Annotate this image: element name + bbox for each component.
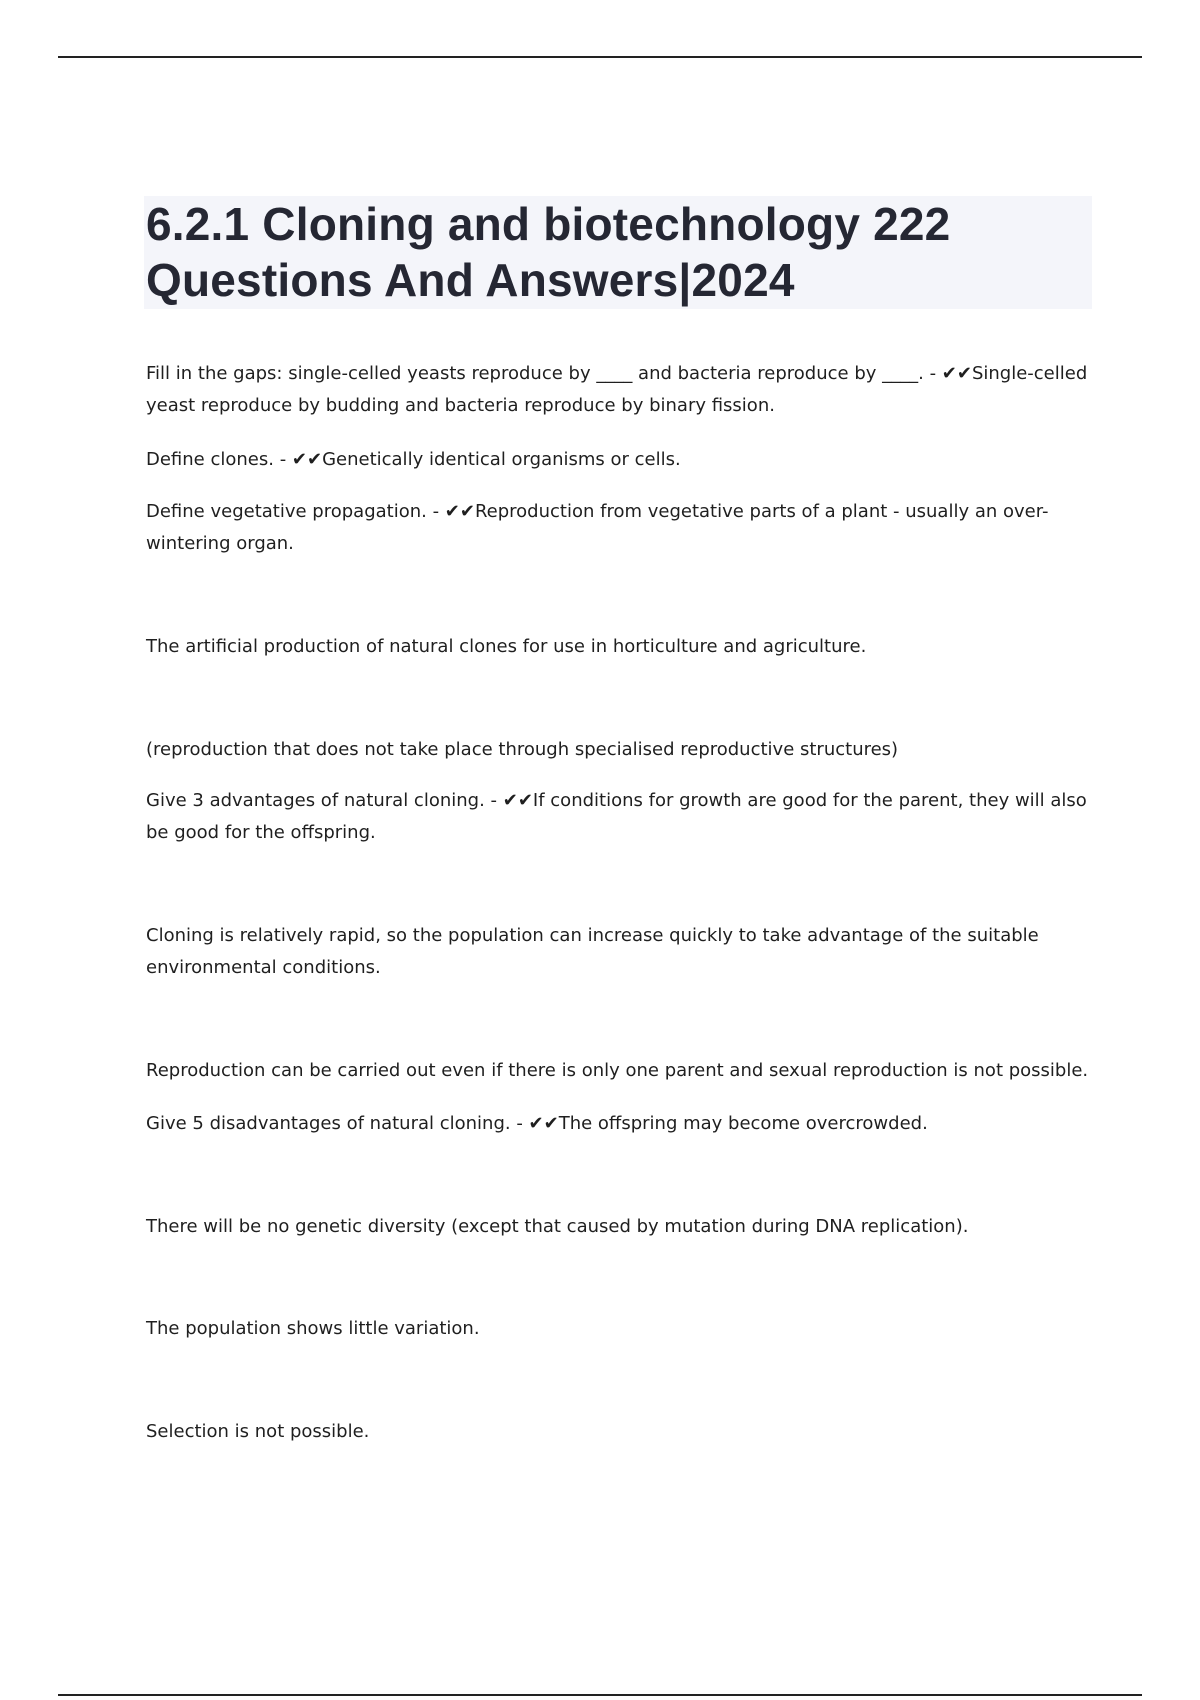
title-line-1: 6.2.1 Cloning and biotechnology 222 xyxy=(146,198,951,250)
answer-paragraph-little-variation: The population shows little variation. xyxy=(146,1318,480,1339)
answer-paragraph-genetic-diversity: There will be no genetic diversity (except that caused by mutation during DNA replication). xyxy=(146,1216,969,1237)
qa-paragraph-fill-gaps: Fill in the gaps: single-celled yeasts reproduce by ____ and bacteria reproduce by ____. - ✔✔Single-celled yeast reproduce by budding and bacteria reproduce by binary fission. xyxy=(146,363,1088,416)
answer-paragraph-selection: Selection is not possible. xyxy=(146,1421,370,1442)
qa-paragraph-define-clones: Define clones. - ✔✔Genetically identical organisms or cells. xyxy=(146,449,681,470)
qa-paragraph-advantages: Give 3 advantages of natural cloning. - ✔✔If conditions for growth are good for the parent, they will also be good for the offspring. xyxy=(146,790,1087,843)
document-title xyxy=(146,196,1086,308)
qa-paragraph-disadvantages: Give 5 disadvantages of natural cloning. - ✔✔The offspring may become overcrowded. xyxy=(146,1113,928,1134)
qa-paragraph-vegetative-propagation: Define vegetative propagation. - ✔✔Reproduction from vegetative parts of a plant - usually an over-wintering organ. xyxy=(146,501,1049,554)
answer-paragraph-reproduction-note: (reproduction that does not take place through specialised reproductive structures) xyxy=(146,739,899,760)
answer-paragraph-cloning-rapid: Cloning is relatively rapid, so the population can increase quickly to take advantage of the suitable environmental conditions. xyxy=(146,925,1039,978)
answer-paragraph-one-parent: Reproduction can be carried out even if there is only one parent and sexual reproduction is not possible. xyxy=(146,1060,1089,1081)
bottom-rule xyxy=(58,1694,1142,1696)
title-line-2: Questions And Answers|2024 xyxy=(146,254,795,306)
top-rule xyxy=(58,56,1142,58)
answer-paragraph-artificial-production: The artificial production of natural clones for use in horticulture and agriculture. xyxy=(146,636,867,657)
